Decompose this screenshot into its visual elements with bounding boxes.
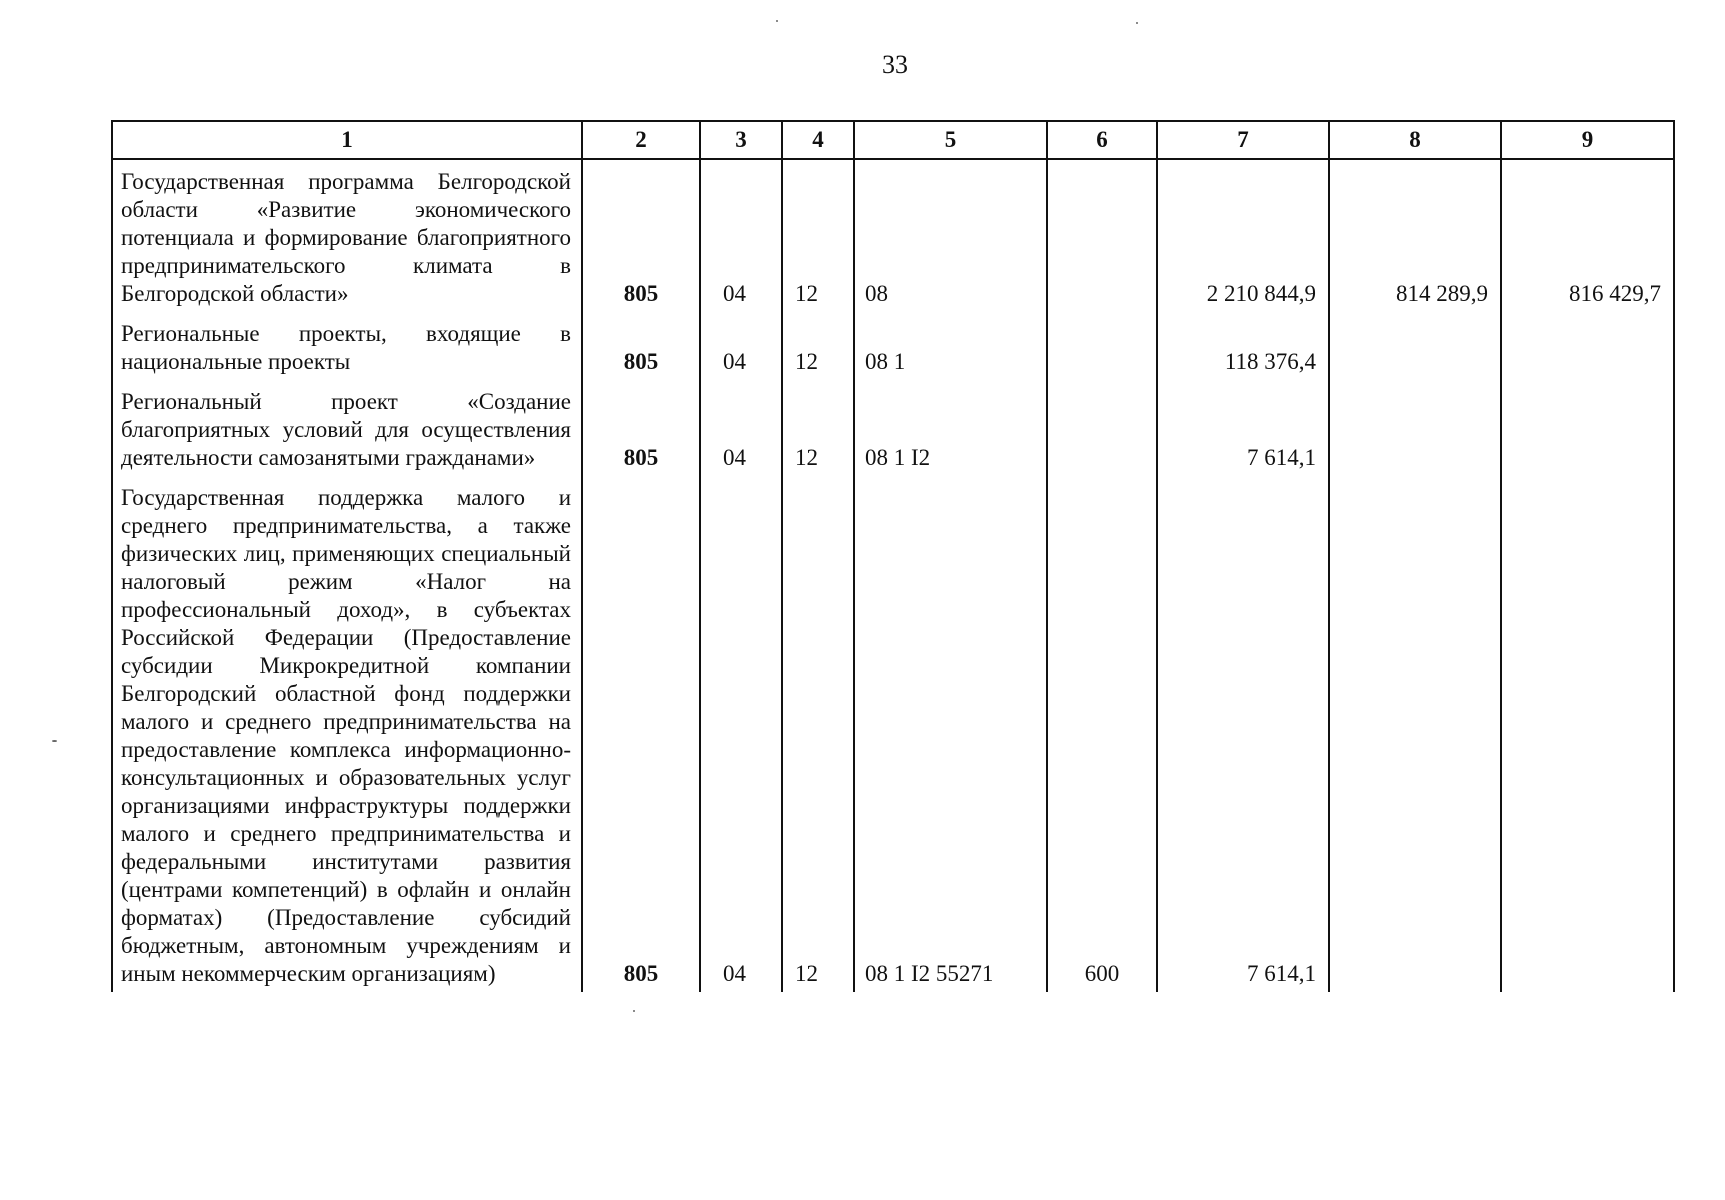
header-cell-1: 1 bbox=[112, 121, 582, 159]
row-amount-1: 7 614,1 bbox=[1157, 476, 1329, 992]
page-number: 33 bbox=[882, 50, 908, 79]
row-amount-1: 2 210 844,9 bbox=[1157, 159, 1329, 312]
row-amount-2 bbox=[1329, 312, 1501, 380]
row-subsection: 12 bbox=[782, 159, 854, 312]
row-expense-type bbox=[1047, 312, 1157, 380]
row-amount-1: 118 376,4 bbox=[1157, 312, 1329, 380]
row-section: 04 bbox=[700, 159, 782, 312]
row-target-article: 08 1 I2 55271 bbox=[854, 476, 1047, 992]
scan-speck bbox=[52, 740, 57, 742]
row-amount-3 bbox=[1501, 380, 1674, 476]
row-amount-3 bbox=[1501, 476, 1674, 992]
header-cell-5: 5 bbox=[854, 121, 1047, 159]
scan-speck bbox=[1136, 22, 1138, 24]
row-ministry-code: 805 bbox=[582, 159, 700, 312]
header-row bbox=[112, 121, 1674, 159]
scan-speck bbox=[633, 1010, 635, 1012]
table-row bbox=[112, 312, 1674, 380]
row-amount-3: 816 429,7 bbox=[1501, 159, 1674, 312]
row-target-article: 08 1 bbox=[854, 312, 1047, 380]
row-expense-type bbox=[1047, 159, 1157, 312]
row-expense-type: 600 bbox=[1047, 476, 1157, 992]
header-cell-6: 6 bbox=[1047, 121, 1157, 159]
row-ministry-code: 805 bbox=[582, 312, 700, 380]
header-cell-8: 8 bbox=[1329, 121, 1501, 159]
row-section: 04 bbox=[700, 476, 782, 992]
row-expense-type bbox=[1047, 380, 1157, 476]
row-amount-3 bbox=[1501, 312, 1674, 380]
row-subsection: 12 bbox=[782, 380, 854, 476]
budget-allocation-table bbox=[111, 120, 1675, 992]
header-cell-4: 4 bbox=[782, 121, 854, 159]
header-cell-3: 3 bbox=[700, 121, 782, 159]
row-ministry-code: 805 bbox=[582, 380, 700, 476]
row-amount-1: 7 614,1 bbox=[1157, 380, 1329, 476]
row-amount-2: 814 289,9 bbox=[1329, 159, 1501, 312]
row-amount-2 bbox=[1329, 380, 1501, 476]
header-cell-7: 7 bbox=[1157, 121, 1329, 159]
header-cell-9: 9 bbox=[1501, 121, 1674, 159]
row-ministry-code: 805 bbox=[582, 476, 700, 992]
row-name: Региональные проекты, входящие в национальные проекты bbox=[112, 312, 582, 380]
row-subsection: 12 bbox=[782, 476, 854, 992]
table-row bbox=[112, 159, 1674, 312]
header-cell-2: 2 bbox=[582, 121, 700, 159]
row-target-article: 08 bbox=[854, 159, 1047, 312]
scan-speck bbox=[776, 20, 778, 22]
row-subsection: 12 bbox=[782, 312, 854, 380]
row-name: Государственная программа Белгородской области «Развитие экономического потенциала и формирование благоприятного предпринимательского климата в Белгородской области» bbox=[112, 159, 582, 312]
row-section: 04 bbox=[700, 380, 782, 476]
table-row bbox=[112, 476, 1674, 992]
row-amount-2 bbox=[1329, 476, 1501, 992]
row-section: 04 bbox=[700, 312, 782, 380]
row-target-article: 08 1 I2 bbox=[854, 380, 1047, 476]
row-name: Государственная поддержка малого и среднего предпринимательства, а также физических лиц, применяющих специальный налоговый режим «Налог на профессиональный доход», в субъектах Российской Федерации (Предоставление субсидии Микрокредитной компании Белгородский областной фонд поддержки малого и среднего предпринимательства на предоставление комплекса информационно-консультационных и образовательных услуг организациями инфраструктуры поддержки малого и среднего предпринимательства и федеральными институтами развития (центрами компетенций) в офлайн и онлайн форматах) (Предоставление субсидий бюджетным, автономным учреждениям и иным некоммерческим организациям) bbox=[112, 476, 582, 992]
row-name: Региональный проект «Создание благоприятных условий для осуществления деятельности самозанятыми гражданами» bbox=[112, 380, 582, 476]
table-row bbox=[112, 380, 1674, 476]
